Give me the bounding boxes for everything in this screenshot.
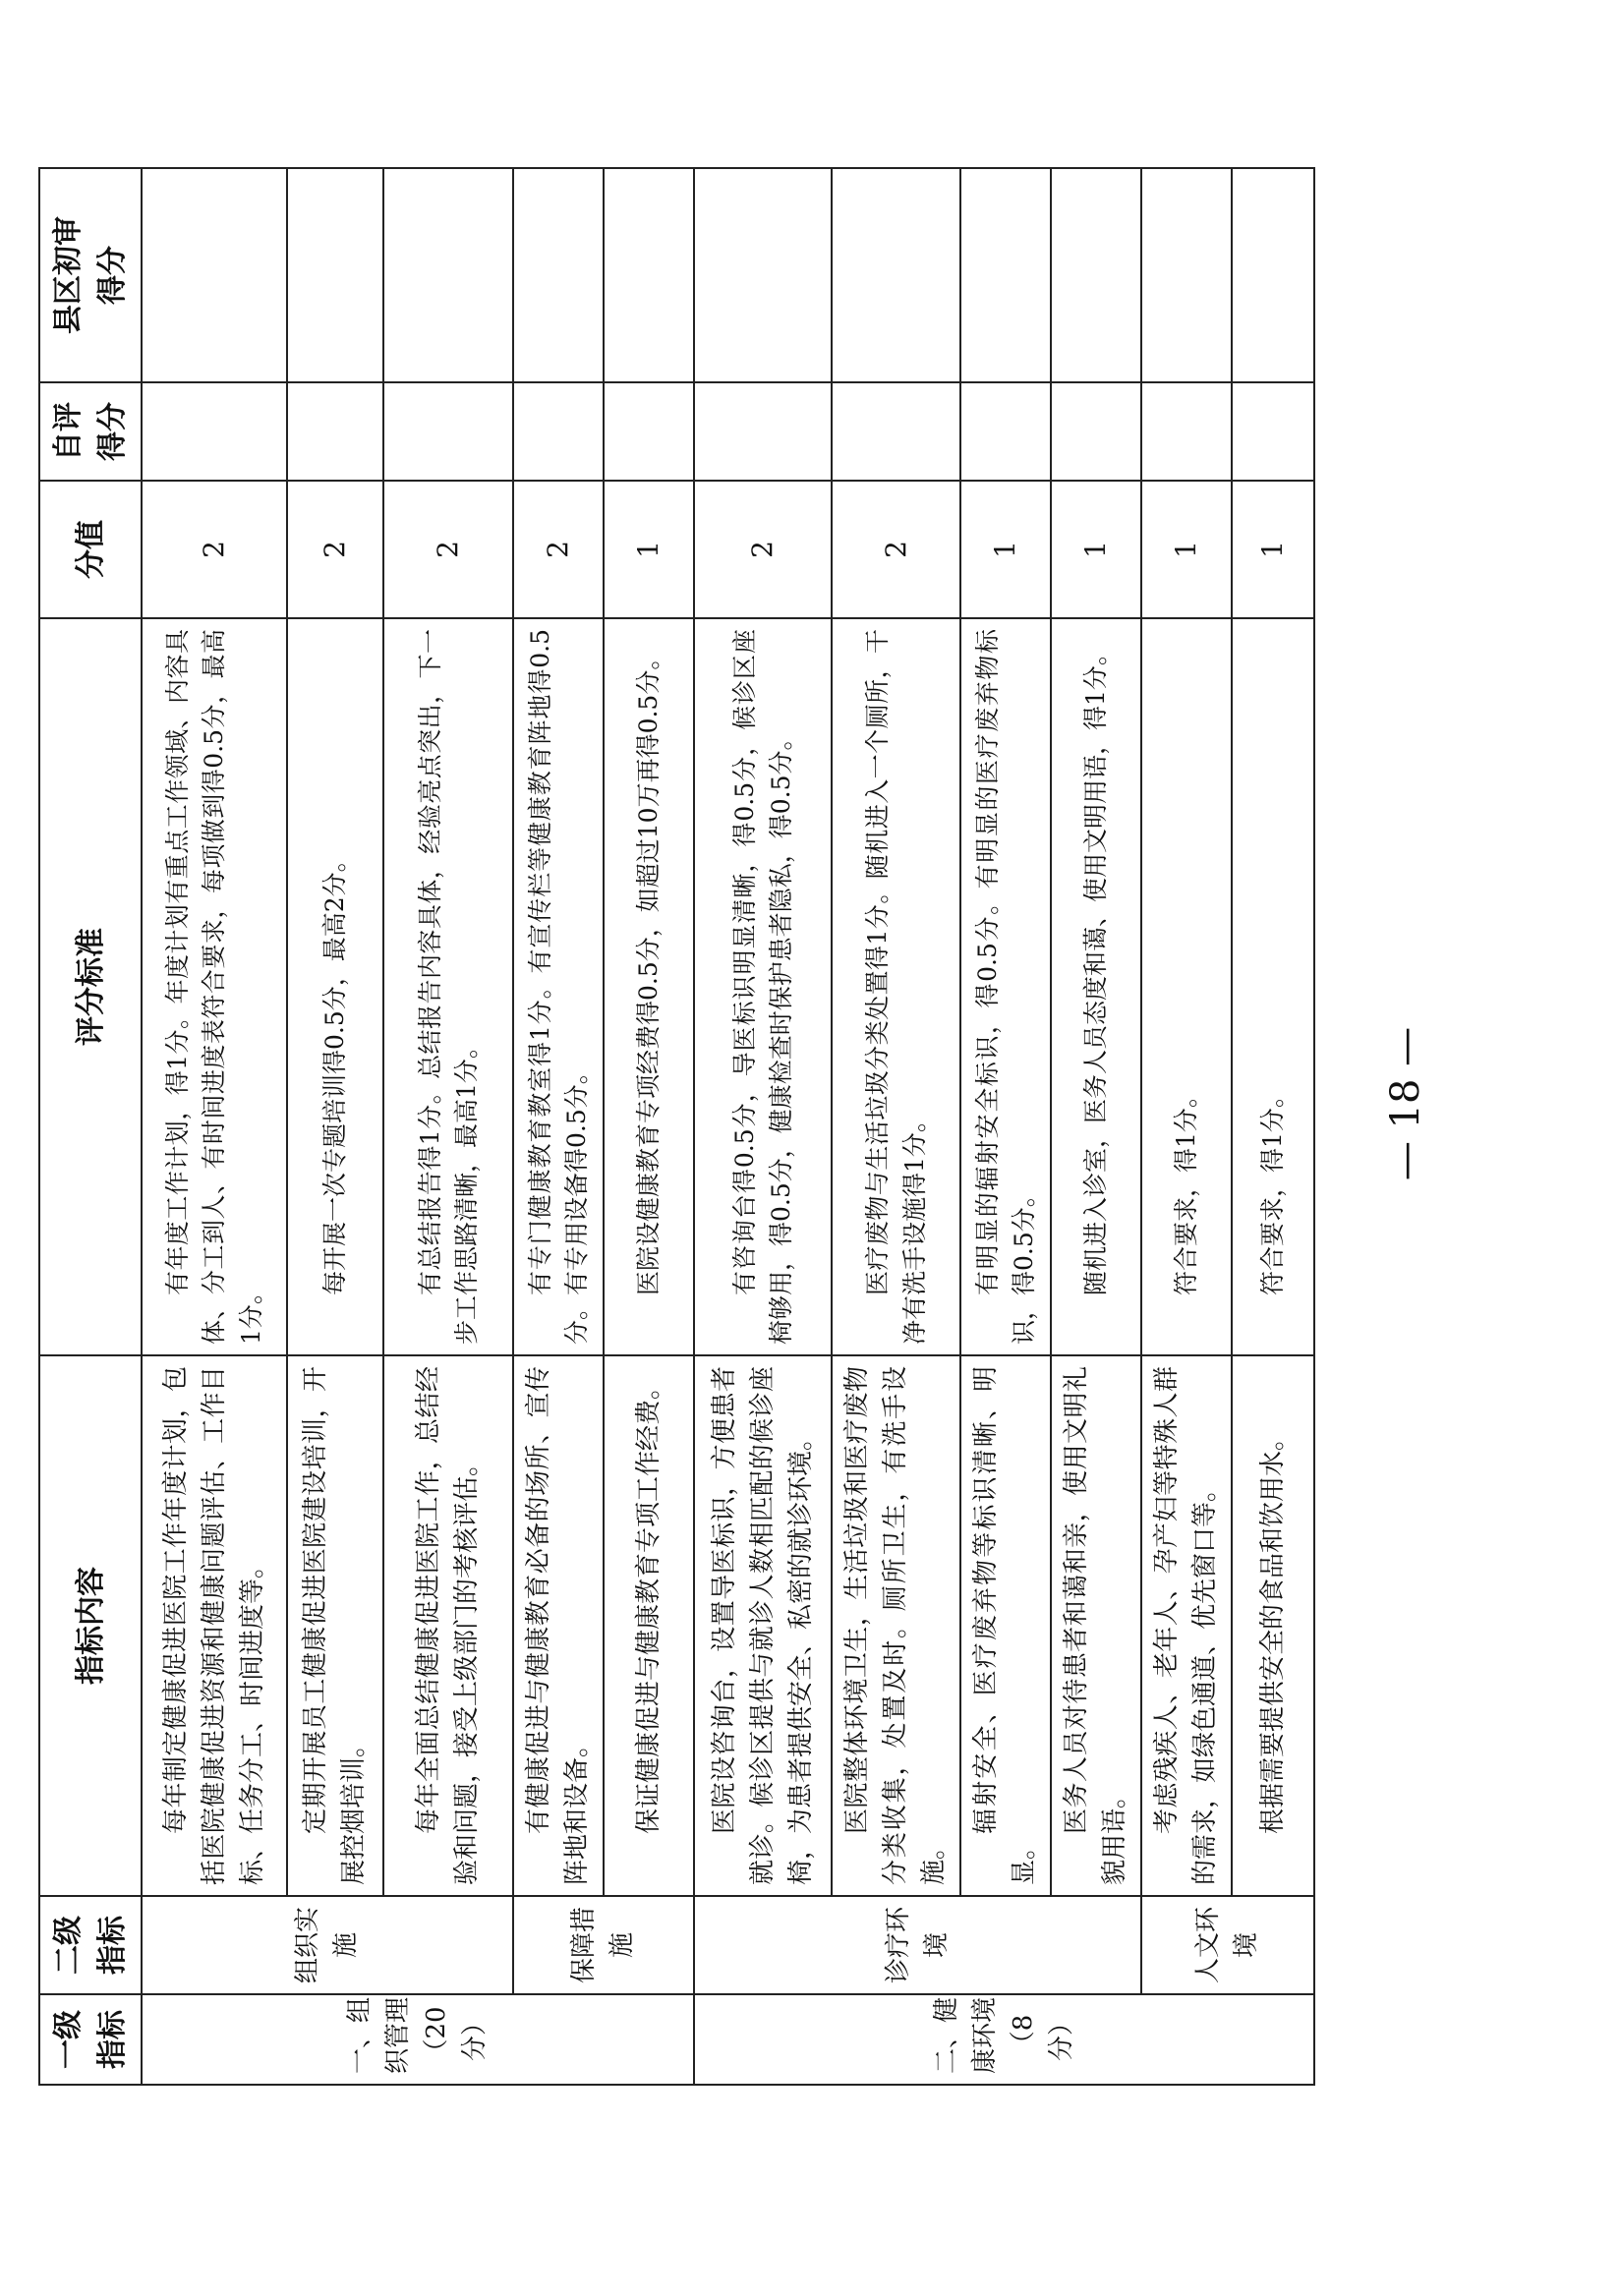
score-cell: 2 xyxy=(832,481,960,618)
table-row xyxy=(1232,168,1314,2085)
criteria-cell: 有年度工作计划，得1分。年度计划有重点工作领域、内容具体、分工到人、有时间进度表符合要求，每项做到得0.5分，最高1分。 xyxy=(142,618,287,1355)
content-cell: 医院整体环境卫生，生活垃圾和医疗废物分类收集，处置及时。厕所卫生，有洗手设施。 xyxy=(832,1355,960,1896)
table-row xyxy=(1051,168,1141,2085)
table-row xyxy=(513,168,604,2085)
self-score-cell xyxy=(1051,382,1141,481)
content-cell: 医院设咨询台，设置导医标识，方便患者就诊。候诊区提供与就诊人数相匹配的候诊座椅，为患者提供安全、私密的就诊环境。 xyxy=(694,1355,832,1896)
level1-cell: 一、组织管理（20分） xyxy=(142,1994,694,2085)
county-score-cell xyxy=(142,168,287,382)
self-score-cell xyxy=(694,382,832,481)
header-level2: 二级指标 xyxy=(39,1896,142,1994)
criteria-cell: 有明显的辐射安全标识，得0.5分。有明显的医疗废弃物标识，得0.5分。 xyxy=(960,618,1051,1355)
county-score-cell xyxy=(1232,168,1314,382)
self-score-cell xyxy=(1141,382,1232,481)
level2-cell: 人文环境 xyxy=(1141,1896,1314,1994)
table-row xyxy=(694,168,832,2085)
self-score-cell xyxy=(832,382,960,481)
content-cell: 保证健康促进与健康教育专项工作经费。 xyxy=(604,1355,694,1896)
table-row xyxy=(960,168,1051,2085)
criteria-cell: 符合要求，得1分。 xyxy=(1141,618,1232,1355)
county-score-cell xyxy=(383,168,513,382)
county-score-cell xyxy=(513,168,604,382)
level2-cell: 保障措施 xyxy=(513,1896,694,1994)
score-cell: 2 xyxy=(383,481,513,618)
self-score-cell xyxy=(383,382,513,481)
score-cell: 1 xyxy=(960,481,1051,618)
county-score-cell xyxy=(1051,168,1141,382)
content-cell: 根据需要提供安全的食品和饮用水。 xyxy=(1232,1355,1314,1896)
content-cell: 有健康促进与健康教育必备的场所、宣传阵地和设备。 xyxy=(513,1355,604,1896)
self-score-cell xyxy=(287,382,383,481)
score-cell: 1 xyxy=(1051,481,1141,618)
criteria-cell: 医院设健康教育专项经费得0.5分，如超过10万再得0.5分。 xyxy=(604,618,694,1355)
criteria-cell: 医疗废物与生活垃圾分类处置得1分。随机进入一个厕所，干净有洗手设施得1分。 xyxy=(832,618,960,1355)
self-score-cell xyxy=(1232,382,1314,481)
header-row xyxy=(39,168,142,2085)
table-row xyxy=(287,168,383,2085)
score-cell: 1 xyxy=(1232,481,1314,618)
self-score-cell xyxy=(513,382,604,481)
self-score-cell xyxy=(604,382,694,481)
table-row xyxy=(832,168,960,2085)
level2-cell: 诊疗环境 xyxy=(694,1896,1141,1994)
content-cell: 每年制定健康促进医院工作年度计划，包括医院健康促进资源和健康问题评估、工作目标、任务分工、时间进度等。 xyxy=(142,1355,287,1896)
self-score-cell xyxy=(960,382,1051,481)
table-row xyxy=(604,168,694,2085)
criteria-cell: 随机进入诊室，医务人员态度和蔼、使用文明用语，得1分。 xyxy=(1051,618,1141,1355)
score-cell: 1 xyxy=(604,481,694,618)
content-cell: 考虑残疾人、老年人、孕产妇等特殊人群的需求，如绿色通道、优先窗口等。 xyxy=(1141,1355,1232,1896)
content-cell: 每年全面总结健康促进医院工作，总结经验和问题，接受上级部门的考核评估。 xyxy=(383,1355,513,1896)
table-row xyxy=(383,168,513,2085)
header-score: 分值 xyxy=(39,481,142,618)
page-number: — 18 — xyxy=(1383,1026,1428,1181)
county-score-cell xyxy=(1141,168,1232,382)
score-cell: 2 xyxy=(694,481,832,618)
score-cell: 2 xyxy=(513,481,604,618)
criteria-cell: 有专门健康教育教室得1分。有宣传栏等健康教育阵地得0.5分。有专用设备得0.5分。 xyxy=(513,618,604,1355)
self-score-cell xyxy=(142,382,287,481)
score-cell: 2 xyxy=(287,481,383,618)
content-cell: 定期开展员工健康促进医院建设培训，开展控烟培训。 xyxy=(287,1355,383,1896)
header-county-score: 县区初审得分 xyxy=(39,168,142,382)
criteria-cell: 有总结报告得1分。总结报告内容具体，经验亮点突出，下一步工作思路清晰，最高1分。 xyxy=(383,618,513,1355)
criteria-cell: 符合要求，得1分。 xyxy=(1232,618,1314,1355)
criteria-cell: 有咨询台得0.5分，导医标识明显清晰，得0.5分，候诊区座椅够用，得0.5分，健康检查时保护患者隐私，得0.5分。 xyxy=(694,618,832,1355)
county-score-cell xyxy=(832,168,960,382)
table-row xyxy=(1141,168,1232,2085)
content-cell: 辐射安全、医疗废弃物等标识清晰、明显。 xyxy=(960,1355,1051,1896)
county-score-cell xyxy=(960,168,1051,382)
header-self-score: 自评得分 xyxy=(39,382,142,481)
criteria-cell: 每开展一次专题培训得0.5分，最高2分。 xyxy=(287,618,383,1355)
content-cell: 医务人员对待患者和蔼和亲，使用文明礼貌用语。 xyxy=(1051,1355,1141,1896)
level2-cell: 组织实施 xyxy=(142,1896,513,1994)
score-cell: 1 xyxy=(1141,481,1232,618)
header-content: 指标内容 xyxy=(39,1355,142,1896)
header-level1: 一级指标 xyxy=(39,1994,142,2085)
rotated-page xyxy=(38,169,1582,2086)
county-score-cell xyxy=(287,168,383,382)
table-row xyxy=(142,168,287,2085)
level1-cell: 二、健康环境（8分） xyxy=(694,1994,1314,2085)
county-score-cell xyxy=(694,168,832,382)
evaluation-table xyxy=(38,167,1315,2086)
county-score-cell xyxy=(604,168,694,382)
header-criteria: 评分标准 xyxy=(39,618,142,1355)
score-cell: 2 xyxy=(142,481,287,618)
